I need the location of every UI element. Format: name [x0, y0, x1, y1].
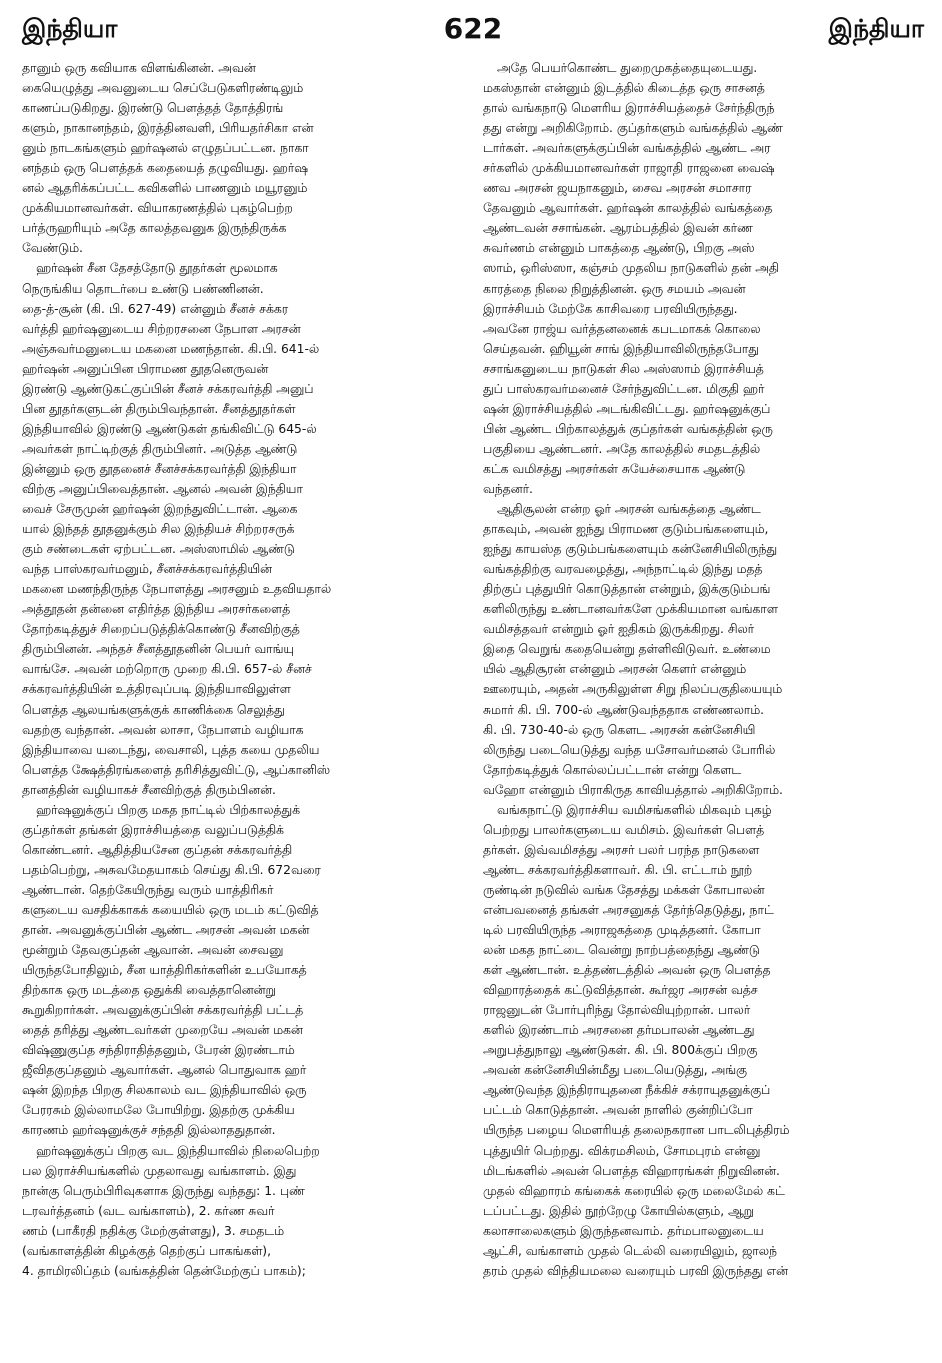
text-line: காரணம் ஹர்ஷனுக்குச் சந்ததி இல்லாததுதான்.	[22, 1123, 276, 1138]
text-line: கி. பி. 730-40-ல் ஒரு கௌட அரசன் கன்னேசியி	[483, 722, 756, 737]
text-line: டரவர்த்தனம் (வட வங்காளம்), 2. கர்ண சுவர்	[22, 1203, 275, 1218]
text-line: ஆண்டுவந்த இந்திராயுதனை நீக்கிச் சக்ராயுதனுக்குப்	[483, 1083, 771, 1098]
text-line: கையெழுத்து அவனுடைய செப்பேடுகளிரண்டிலும்	[22, 81, 304, 96]
text-line: பதம்பெற்று, அசுவமேதயாகம் செய்து கி.பி. 672வரை	[22, 862, 321, 877]
text-line: வாங்சே. அவன் மற்றொரு முறை கி.பி. 657-ல் சீனச்	[22, 662, 312, 677]
text-line: வந்தனர்.	[483, 481, 533, 496]
text-line: யால் இந்தத் தூதனுக்கும் சில இந்தியச் சிற்றரசருக்	[22, 522, 295, 537]
text-line: பௌத்த ஆலயங்களுக்குக் காணிக்கை செலுத்து	[22, 702, 285, 717]
text-line: களுடைய வசதிக்காகக் கயையில் ஒரு மடம் கட்டுவித்	[22, 902, 319, 917]
text-line: ருண்டின் நடுவில் வங்க தேசத்து மக்கள் கோபாலன்	[483, 882, 765, 897]
text-line: அவன் கன்னேசியின்மீது படையெடுத்து, அங்கு	[483, 1063, 747, 1078]
text-line: சர்களில் முக்கியமானவர்கள் ராஜாதி ராஜனை வைஷ்	[483, 161, 775, 176]
text-line: னந்தம் ஒரு பௌத்தக் கதையைத் தழுவியது. ஹர்ஷ	[22, 161, 308, 176]
text-line: வங்கநாட்டு இராச்சிய வமிசங்களில் மிகவும் புகழ்	[497, 802, 772, 817]
text-line: பேரரசும் இல்லாமலே போயிற்று. இதற்கு முக்கிய	[22, 1103, 295, 1118]
running-head-right: இந்தியா	[828, 14, 924, 43]
right-column	[483, 58, 924, 1281]
text-line: அத்தூதன் தன்னை எதிர்த்த இந்திய அரசர்களைத்	[22, 602, 291, 617]
text-line: ஆண்டான். தெற்கேயிருந்து வரும் யாத்திரிகர்	[22, 882, 274, 897]
text-line: இந்தியாவில் இரண்டு ஆண்டுகள் தங்கிவிட்டு 645-ல்	[22, 421, 317, 436]
text-line: ஆதிசூலன் என்ற ஓர் அரசன் வங்கத்தை ஆண்ட	[497, 502, 761, 517]
text-line: தானும் ஒரு கவியாக விளங்கினன். அவன்	[22, 61, 256, 75]
text-line: திற்காக ஒரு மடத்தை ஒதுக்கி வைத்தானென்று	[22, 983, 276, 998]
text-line: அவர்கள் நாட்டிற்குத் திரும்பினர். அடுத்த ஆண்டு	[22, 441, 298, 456]
text-line: ஜீவிதகுப்தனும் ஆவார்கள். ஆனல் பொதுவாக ஹர்	[22, 1063, 307, 1078]
text-line: மிடங்களில் அவன் பௌத்த விஹாரங்கள் நிறுவினன்.	[483, 1163, 780, 1178]
text-line: டப்பட்டது. இதில் நூற்றேழு கோயில்களும், ஆறு	[483, 1203, 754, 1218]
text-line: தரம் முதல் விந்தியமலை வரையும் பரவி இருந்தது என்	[483, 1263, 788, 1278]
text-line: இரண்டு ஆண்டுகட்குப்பின் சீனச் சக்கரவர்த்தி அனுப்	[22, 381, 314, 396]
text-line: அதே பெயர்கொண்ட துறைமுகத்தையுடையது.	[497, 61, 758, 75]
text-line: இன்னும் ஒரு தூதனைச் சீனச்சக்கரவர்த்தி இந்தியா	[22, 461, 297, 476]
text-line: ஹர்ஷனுக்குப் பிறகு வட இந்தியாவில் நிலைபெற்ற	[36, 1143, 320, 1158]
text-line: கூறுகிறார்கள். அவனுக்குப்பின் சக்கரவர்த்தி பட்டத்	[22, 1003, 304, 1018]
text-line: காரத்தை நிலை நிறுத்தினன். ஒரு சமயம் அவன்	[483, 281, 746, 296]
text-line: பின் ஆண்ட பிற்காலத்துக் குப்தர்கள் வங்கத்தின் ஒரு	[483, 421, 773, 436]
text-line: இராச்சியம் மேற்கே காசிவரை பரவியிருந்தது.	[483, 301, 738, 316]
text-line: தால் வங்கநாடு மௌரிய இராச்சியத்தைச் சேர்ந்திருந்	[483, 101, 775, 116]
text-line: டார்கள். அவர்களுக்குப்பின் வங்கத்தில் ஆண்ட அர	[483, 141, 771, 156]
text-line: அறுபத்துநாலு ஆண்டுகள். கி. பி. 800க்குப் பிறகு	[483, 1043, 758, 1058]
text-line: தோற்கடித்துக் கொல்லப்பட்டான் என்று கௌட	[483, 762, 742, 777]
text-line: பர்த்ருஹரியும் அதே காலத்தவனுக இருந்திருக்க	[22, 221, 287, 236]
text-line: களில் இரண்டாம் அரசனை தர்மபாலன் ஆண்டது	[483, 1023, 755, 1038]
text-line: பட்டம் கொடுத்தான். அவன் நாளில் குன்றிப்போ	[483, 1103, 753, 1118]
text-line: இந்தியாவை யடைந்து, வைசாலி, புத்த கயை முதலிய	[22, 742, 320, 757]
text-line: புத்துயிர் பெற்றது. விக்ரமசிலம், சோமபுரம் என்னு	[483, 1143, 761, 1158]
text-line: பெற்றது பாலர்களுடைய வமிசம். இவர்கள் பௌத்	[483, 822, 765, 837]
text-line: ஊரையும், அதன் அருகிலுள்ள சிறு நிலப்பகுதியையும்	[483, 682, 783, 697]
text-line: லிருந்து படையெடுத்து வந்த யசோவர்மனல் போரில்	[483, 742, 776, 757]
text-line: லன் மகத நாட்டை வென்று நாற்பத்தைந்து ஆண்டு	[483, 943, 760, 958]
text-line: ஸாம், ஒரிஸ்ஸா, கஞ்சம் முதலிய நாடுகளில் தன் அதி	[483, 261, 779, 276]
text-line: ஹர்ஷன் சீன தேசத்தோடு தூதர்கள் மூலமாக	[36, 261, 278, 276]
text-line: 4. தாமிரலிப்தம் (வங்கத்தின் தென்மேற்குப் பாகம்);	[22, 1263, 306, 1278]
page-number: 622	[443, 12, 503, 45]
text-line: ஷன் இறந்த பிறகு சிலகாலம் வட இந்தியாவில் ஒரு	[22, 1083, 307, 1098]
running-head-left: இந்தியா	[22, 14, 118, 43]
text-line: வேண்டும்.	[22, 241, 83, 256]
text-line: முக்கியமானவர்கள். வியாகரணத்தில் புகழ்பெற்ற	[22, 201, 293, 216]
text-line: யில் ஆதிசூரன் என்னும் அரசன் கௌர் என்னும்	[483, 662, 747, 677]
text-columns	[22, 58, 924, 1281]
text-line: களும், நாகானந்தம், இரத்தினவளி, பிரியதர்சிகா என்	[22, 121, 314, 136]
text-line: சக்கரவர்த்தியின் உத்திரவுப்படி இந்தியாவிலுள்ள	[22, 682, 291, 697]
text-line: தைத் தரித்து ஆண்டவர்கள் முறையே அவன் மகன்	[22, 1023, 303, 1038]
text-line: ஷன் இராச்சியத்தில் அடங்கிவிட்டது. ஹர்ஷனுக்குப்	[483, 401, 771, 416]
text-line: தோற்கடித்துச் சிறைப்படுத்திக்கொண்டு சீனவிற்குத்	[22, 622, 300, 637]
text-line: வஹோ என்னும் பிராகிருத காவியத்தால் அறிகிறோம்.	[483, 782, 783, 797]
text-line: யிருந்தபோதிலும், சீன யாத்திரிகர்களின் உபயோகத்	[22, 963, 307, 978]
text-line: கள் ஆண்டான். உத்தண்டத்தில் அவன் ஒரு பௌத்த	[483, 963, 771, 978]
text-line: செய்தவன். ஹியூன் சாங் இந்தியாவிலிருந்தபோது	[483, 341, 759, 356]
text-line: நான்கு பெரும்பிரிவுகளாக இருந்து வந்தது: 1. புண்	[22, 1183, 305, 1198]
text-line: தது என்று அறிகிறோம். குப்தர்களும் வங்கத்தில் ஆண்	[483, 121, 783, 136]
text-line: ஆண்ட சக்கரவர்த்திகளாவர். கி. பி. எட்டாம் நூற்	[483, 862, 753, 877]
text-line: குப்தர்கள் தங்கள் இராச்சியத்தை வலுப்படுத்திக்	[22, 822, 284, 837]
text-line: பௌத்த க்ஷேத்திரங்களைத் தரிசித்துவிட்டு, ஆப்கானிஸ்	[22, 762, 330, 777]
text-line: ணவ அரசன் ஜயநாகனும், சைவ அரசன் சமாசார	[483, 181, 752, 196]
text-line: தர்கள். இவ்வமிசத்து அரசர் பலர் பரந்த நாடுகளை	[483, 842, 760, 857]
text-line: முதல் விஹாரம் கங்கைக் கரையில் ஒரு மலைமேல் கட்	[483, 1183, 785, 1198]
text-line: வமிசத்தவர் என்றும் ஓர் ஐதிகம் இருக்கிறது. சிலர்	[483, 622, 755, 637]
text-line: கட்க வமிசத்து அரசர்கள் சுயேச்சையாக ஆண்டு	[483, 461, 746, 476]
text-line: நெருங்கிய தொடர்பை உண்டு பண்ணினன்.	[22, 281, 264, 296]
text-line: இதை வெறுங் கதையென்று தள்ளிவிடுவர். உண்மை	[483, 642, 771, 657]
text-line: விஹாரத்தைக் கட்டுவித்தான். கூர்ஜர அரசன் வத்ச	[483, 983, 758, 998]
text-line: தேவனும் ஆவார்கள். ஹர்ஷன் காலத்தில் வங்கத்தை	[483, 201, 773, 216]
text-line: அவனே ராஜ்ய வர்த்தனனைக் கபடமாகக் கொலை	[483, 321, 761, 336]
text-line: மகஸ்தான் என்னும் இடத்தில் கிடைத்த ஒரு சாசனத்	[483, 81, 765, 96]
text-line: திரும்பினன். அந்தச் சீனத்தூதனின் பெயர் வாங்யு	[22, 642, 294, 657]
text-line: திற்குப் புத்துயிர் கொடுத்தான் என்றும், இக்குடும்பங்	[483, 582, 771, 597]
text-line: காணப்படுகிறது. இரண்டு பௌத்தத் தோத்திரங்	[22, 101, 284, 116]
text-line: ஆட்சி, வங்காளம் முதல் டெல்லி வரையிலும், ஜாலந்	[483, 1243, 777, 1258]
text-line: பின தூதர்களுடன் திரும்பிவந்தான். சீனத்தூதர்கள்	[22, 401, 296, 416]
text-line: தை-த்-சூன் (கி. பி. 627-49) என்னும் சீனச் சக்கர	[22, 301, 289, 316]
text-line: ஹர்ஷனுக்குப் பிறகு மகத நாட்டில் பிற்காலத்துக்	[36, 802, 300, 817]
text-line: சுவர்ணம் என்னும் பாகத்தை ஆண்டு, பிறகு அஸ்	[483, 241, 755, 256]
text-line: கொண்டனர். ஆதித்தியசேன குப்தன் சக்கரவர்த்தி	[22, 842, 293, 857]
text-line: தானத்தின் வழியாகச் சீனவிற்குத் திரும்பினன்.	[22, 782, 276, 797]
text-line: களிலிருந்து உண்டானவர்களே முக்கியமான வங்காள	[483, 602, 778, 617]
text-line: மகனை மணந்திருந்த நேபாளத்து அரசனும் உதவியதால்	[22, 582, 332, 597]
left-column	[22, 58, 463, 1281]
text-line: வர்த்தி ஹர்ஷனுடைய சிற்றரசனை நேபாள அரசன்	[22, 321, 301, 336]
text-line: தான். அவனுக்குப்பின் ஆண்ட அரசன் அவன் மகன்	[22, 923, 310, 938]
text-line: பகுதியை ஆண்டனர். அதே காலத்தில் சமதடத்தில்	[483, 441, 761, 456]
text-line: கலாசாலைகளும் இருந்தனவாம். தர்மபாலனுடைய	[483, 1223, 764, 1238]
text-line: துப் பாஸ்கரவர்மனைச் சேர்ந்துவிட்டன. மிகுதி ஹர்	[483, 381, 765, 396]
text-line: வந்த பாஸ்கரவர்மனும், சீனச்சக்கரவர்த்தியின்	[22, 562, 272, 577]
text-line: விஷ்ணுகுப்த சந்திராதித்தனும், பேரன் இரண்டாம்	[22, 1043, 295, 1058]
text-line: ஐந்து காயஸ்த குடும்பங்களையும் கன்னேசியிலிருந்து	[483, 542, 778, 557]
text-line: கும் சண்டைகள் ஏற்பட்டன. அஸ்ஸாமில் ஆண்டு	[22, 542, 295, 557]
text-line: பல இராச்சியங்களில் முதலாவது வங்காளம். இது	[22, 1163, 297, 1178]
text-line: யிருந்த பழைய மௌரியத் தலைநகரான பாடலிபுத்திரம்	[483, 1123, 790, 1138]
text-line: னும் நாடகங்களும் ஹர்ஷனல் எழுதப்பட்டன. நாகா	[22, 141, 309, 156]
text-line: ராஜனுடன் போர்புரிந்து தோல்வியுற்றான். பாலர்	[483, 1003, 751, 1018]
text-line: டில் பரவியிருந்த அராஜகத்தை முடித்தனர். கோபா	[483, 923, 761, 938]
text-line: ணம் (பாகீரதி நதிக்கு மேற்குள்ளது), 3. சமதடம்	[22, 1223, 284, 1238]
text-line: வைச் சேருமுன் ஹர்ஷன் இறந்துவிட்டான். ஆகை	[22, 502, 298, 517]
text-line: என்பவனைத் தங்கள் அரசனுகத் தேர்ந்தெடுத்து, நாட்	[483, 902, 774, 917]
text-line: வதற்கு வந்தான். அவன் லாசா, நேபாளம் வழியாக	[22, 722, 304, 737]
text-line: (வங்காளத்தின் கிழக்குத் தெற்குப் பாகங்கள்),	[22, 1243, 271, 1258]
text-line: ஹர்ஷன் அனுப்பின பிராமண தூதனெருவன்	[22, 361, 269, 376]
text-line: ஆண்டவன் சசாங்கன். ஆரம்பத்தில் இவன் கர்ண	[483, 221, 753, 236]
text-line: தாகவும், அவன் ஐந்து பிராமண குடும்பங்களையும்,	[483, 522, 769, 537]
text-line: சுமார் கி. பி. 700-ல் ஆண்டுவந்ததாக எண்ணலாம்.	[483, 702, 765, 717]
text-line: சசாங்கனுடைய நாடுகள் சில அஸ்ஸாம் இராச்சியத்	[483, 361, 764, 376]
text-line: னல் ஆதரிக்கப்பட்ட கவிகளில் பாணனும் மயூரனும்	[22, 181, 308, 196]
text-line: மூன்றும் தேவகுப்தன் ஆவான். அவன் சைவனு	[22, 943, 284, 958]
text-line: வங்கத்திற்கு வரவழைத்து, அந்நாட்டில் இந்து மதத்	[483, 562, 763, 577]
text-line: விற்கு அனுப்பிவைத்தான். ஆனல் அவன் இந்தியா	[22, 481, 303, 496]
text-line: அஞ்சுவர்மனுடைய மகனை மணந்தான். கி.பி. 641-ல்	[22, 341, 320, 356]
page-header	[22, 8, 924, 58]
